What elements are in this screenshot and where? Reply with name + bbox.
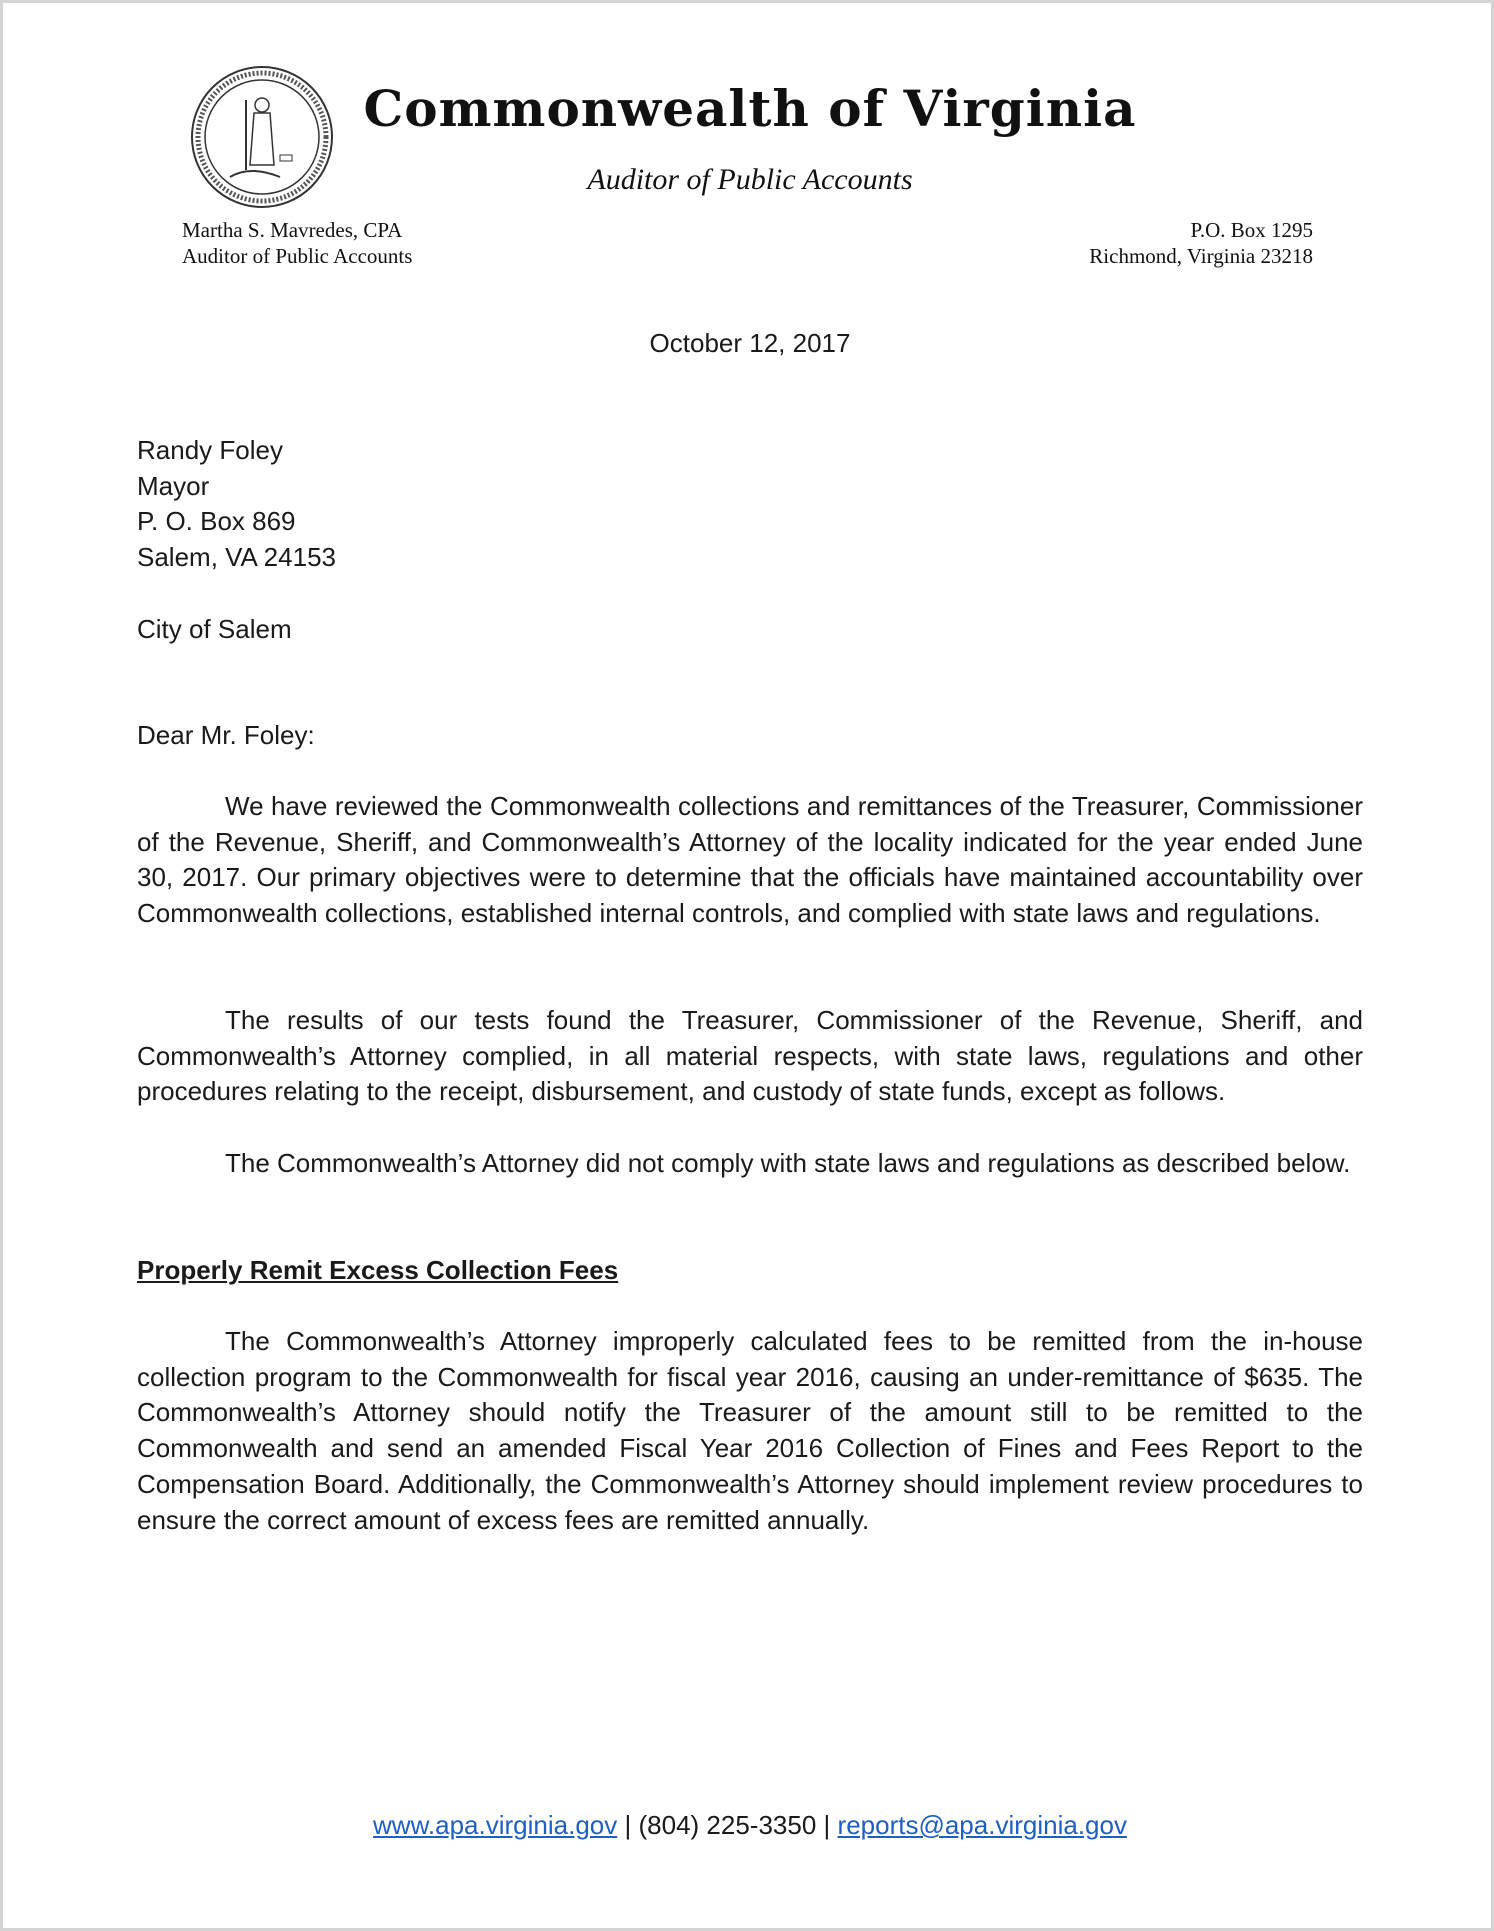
paragraph: The Commonwealth’s Attorney did not comply with state laws and regulations as described below.: [225, 1148, 1351, 1178]
separator: |: [624, 1810, 632, 1840]
letterhead-subtitle: Auditor of Public Accounts: [587, 163, 913, 196]
address-line-1: P.O. Box 1295: [1190, 218, 1313, 242]
letter-date: October 12, 2017: [649, 328, 851, 358]
recipient-block: [137, 433, 336, 576]
footer: [3, 1808, 1494, 1844]
finding-paragraph: The Commonwealth’s Attorney improperly calculated fees to be remitted from the in-house collection program to the Commonwealth for fiscal year 2016, causing an under-remittance of $635. The Commonwealth’s Attorney should notify the Treasurer of the amount still to be remitted to the Commonwealth and send an amended Fiscal Year 2016 Collection of Fines and Fees Report to the Compensation Board. Additionally, the Commonwealth’s Attorney should implement review procedures to ensure the correct amount of excess fees are remitted annually.: [137, 1326, 1363, 1535]
address-line-2: Richmond, Virginia 23218: [1089, 244, 1313, 268]
salutation: Dear Mr. Foley:: [137, 720, 315, 750]
office-address: [1089, 217, 1313, 269]
sender-name: Martha S. Mavredes, CPA: [182, 218, 403, 242]
recipient-title: Mayor: [137, 470, 210, 501]
sender-block: [182, 217, 412, 269]
email-link[interactable]: reports@apa.virginia.gov: [837, 1810, 1127, 1840]
sender-title: Auditor of Public Accounts: [182, 244, 413, 268]
paragraph: The results of our tests found the Treasurer, Commissioner of the Revenue, Sheriff, and Commonwealth’s Attorney complied, in all material respects, with state laws, regulations and other procedures relating to the receipt, disbursement, and custody of state funds, except as follows.: [137, 1005, 1363, 1107]
phone-number: (804) 225-3350: [638, 1810, 817, 1840]
recipient-address-1: P. O. Box 869: [137, 506, 296, 537]
paragraph: We have reviewed the Commonwealth collections and remittances of the Treasurer, Commissioner of the Revenue, Sheriff, and Commonwealth’s Attorney of the locality indicated for the year ended June 30, 2017. Our primary objectives were to determine that the officials have maintained accountability over Commonwealth collections, established internal controls, and complied with state laws and regulations.: [137, 791, 1363, 929]
website-link[interactable]: www.apa.virginia.gov: [373, 1810, 618, 1840]
recipient-name: Randy Foley: [137, 435, 283, 465]
separator: |: [823, 1810, 831, 1840]
locality: City of Salem: [137, 614, 292, 644]
finding-heading: Properly Remit Excess Collection Fees: [137, 1255, 619, 1285]
letterhead-title: Commonwealth of Virginia: [363, 79, 1137, 138]
recipient-address-2: Salem, VA 24153: [137, 542, 336, 573]
